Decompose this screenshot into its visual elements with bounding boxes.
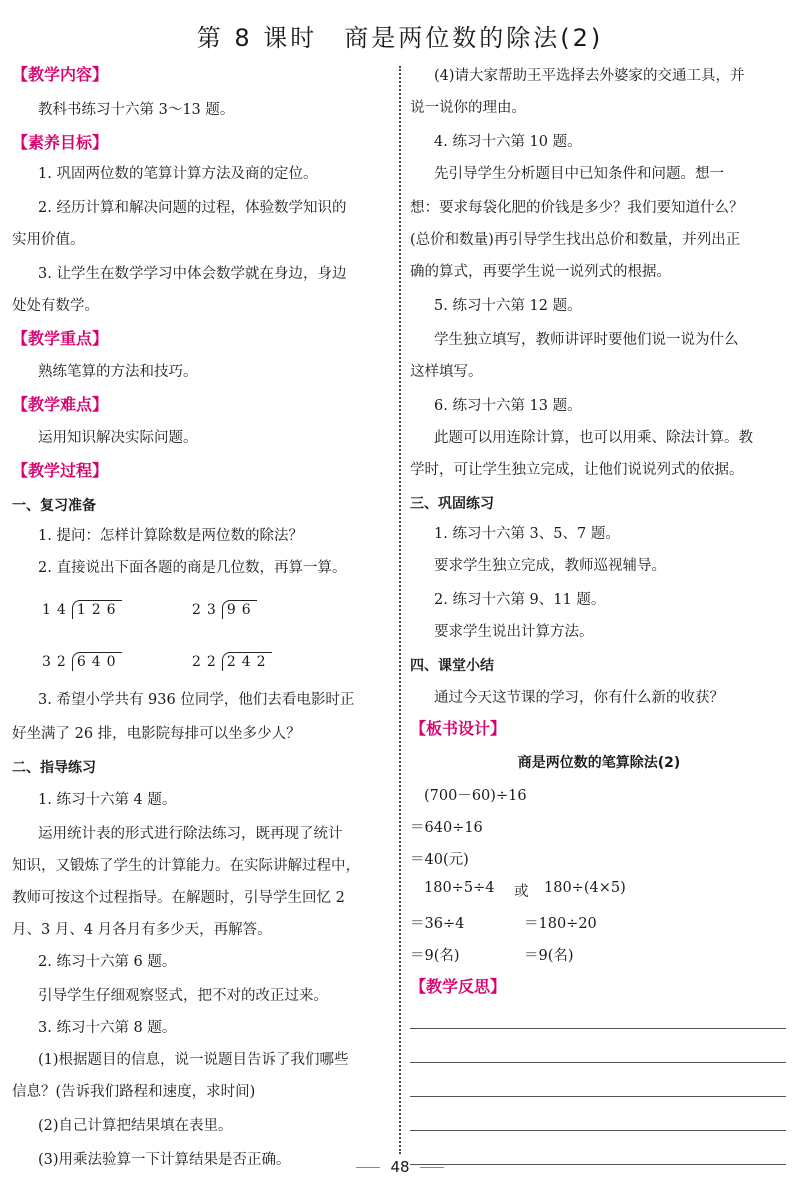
consolidation-item-1: 1. 练习十六第 3、5、7 题。: [434, 526, 620, 542]
paragraph-line: 学时，可让学生独立完成，让他们说说列式的依据。: [410, 462, 744, 478]
paragraph-line: 说一说你的理由。: [410, 100, 526, 116]
dividend: 96: [222, 600, 257, 619]
paragraph-line: 学生独立填写，教师讲评时要他们说一说为什么: [434, 332, 739, 348]
board-line: ＝40(元): [410, 852, 469, 868]
board-title: 商是两位数的笔算除法(2): [517, 755, 681, 771]
paragraph-line: 想：要求每袋化肥的价钱是多少？我们要知道什么？: [410, 200, 744, 216]
paragraph-line: 这样填写。: [410, 364, 483, 380]
column-divider: [399, 66, 401, 1154]
board-line: 180÷(4×5): [544, 880, 626, 896]
dividend: 126: [72, 600, 122, 619]
paragraph-line: 要求学生说出计算方法。: [434, 624, 594, 640]
board-line: ＝36÷4: [410, 916, 465, 932]
heading-goals: 【素养目标】: [12, 133, 109, 152]
practice-item-6: 6. 练习十六第 13 题。: [434, 398, 582, 414]
paragraph-line: 要求学生独立完成，教师巡视辅导。: [434, 558, 666, 574]
goal-1: 1. 巩固两位数的笔算计算方法及商的定位。: [38, 166, 318, 182]
division-problem: [42, 652, 122, 672]
paragraph-line: 知识，又锻炼了学生的计算能力。在实际讲解过程中，: [12, 858, 360, 874]
page-footer: [0, 1158, 800, 1176]
dividend: 640: [72, 652, 122, 671]
review-item-1: 1. 提问：怎样计算除数是两位数的除法？: [38, 528, 303, 544]
board-line: ＝9(名): [524, 948, 574, 964]
footer-dash: [420, 1167, 444, 1168]
key-text: 熟练笔算的方法和技巧。: [38, 364, 198, 380]
divisor: 22: [192, 654, 222, 670]
heading-difficulties: 【教学难点】: [12, 395, 109, 414]
heading-board-design: 【板书设计】: [410, 719, 507, 738]
page-title: 第 8 课时 商是两位数的除法(2): [196, 24, 604, 52]
board-line: (700－60)÷16: [424, 788, 527, 804]
paragraph-line: 引导学生仔细观察竖式，把不对的改正过来。: [38, 988, 328, 1004]
paragraph-line: 确的算式，再要学生说一说列式的根据。: [410, 264, 671, 280]
section-review: 一、复习准备: [12, 498, 96, 514]
consolidation-item-2: 2. 练习十六第 9、11 题。: [434, 592, 606, 608]
practice-item-3: 3. 练习十六第 8 题。: [38, 1020, 177, 1036]
board-line: ＝9(名): [410, 948, 460, 964]
division-problem: [42, 600, 122, 620]
division-problem: [192, 652, 272, 672]
division-problem: [192, 600, 257, 620]
paragraph-line: (4)请大家帮助王平选择去外婆家的交通工具，并: [434, 68, 745, 84]
section-consolidation: 三、巩固练习: [410, 496, 494, 512]
divisor: 32: [42, 654, 72, 670]
writing-line: [410, 1062, 786, 1063]
review-item-2: 2. 直接说出下面各题的商是几位数，再算一算。: [38, 560, 347, 576]
paragraph-line: 先引导学生分析题目中已知条件和问题。想一: [434, 166, 724, 182]
board-or: 或: [514, 884, 529, 900]
practice-item-2: 2. 练习十六第 6 题。: [38, 954, 177, 970]
writing-line: [410, 1130, 786, 1131]
paragraph-line: 信息？(告诉我们路程和速度，求时间): [12, 1084, 256, 1100]
heading-reflection: 【教学反思】: [410, 977, 507, 996]
goal-2a: 2. 经历计算和解决问题的过程，体验数学知识的: [38, 200, 347, 216]
difficulty-text: 运用知识解决实际问题。: [38, 430, 198, 446]
paragraph-line: (总价和数量)再引导学生找出总价和数量，并列出正: [410, 232, 741, 248]
paragraph-line: 此题可以用连除计算，也可以用乘、除法计算。教: [434, 430, 753, 446]
board-line: ＝180÷20: [524, 916, 597, 932]
summary-text: 通过今天这节课的学习，你有什么新的收获？: [434, 690, 724, 706]
board-line: 180÷5÷4: [424, 880, 495, 896]
page-number: 48: [390, 1158, 410, 1176]
heading-process: 【教学过程】: [12, 461, 109, 480]
writing-line: [410, 1096, 786, 1097]
paragraph-line: 月、3 月、4 月各月有多少天，再解答。: [12, 922, 272, 938]
footer-dash: [356, 1167, 380, 1168]
divisor: 23: [192, 602, 222, 618]
divisor: 14: [42, 602, 72, 618]
practice-item-1: 1. 练习十六第 4 题。: [38, 792, 177, 808]
paragraph-line: 教师可按这个过程指导。在解题时，引导学生回忆 2: [12, 890, 345, 906]
goal-2b: 实用价值。: [12, 232, 85, 248]
section-guided-practice: 二、指导练习: [12, 760, 96, 776]
review-item-3a: 3. 希望小学共有 936 位同学，他们去看电影时正: [38, 692, 355, 708]
practice-item-4: 4. 练习十六第 10 题。: [434, 134, 582, 150]
dividend: 242: [222, 652, 272, 671]
practice-item-5: 5. 练习十六第 12 题。: [434, 298, 582, 314]
paragraph-line: 运用统计表的形式进行除法练习，既再现了统计: [38, 826, 343, 842]
review-item-3b: 好坐满了 26 排，电影院每排可以坐多少人？: [12, 726, 301, 742]
goal-3a: 3. 让学生在数学学习中体会数学就在身边，身边: [38, 266, 347, 282]
paragraph-line: (2)自己计算把结果填在表里。: [38, 1118, 233, 1134]
section-summary: 四、课堂小结: [410, 658, 494, 674]
goal-3b: 处处有数学。: [12, 298, 99, 314]
heading-key-points: 【教学重点】: [12, 329, 109, 348]
heading-teaching-content: 【教学内容】: [12, 65, 109, 84]
content-text: 教科书练习十六第 3～13 题。: [38, 102, 235, 118]
board-line: ＝640÷16: [410, 820, 483, 836]
writing-line: [410, 1028, 786, 1029]
paragraph-line: (3)用乘法验算一下计算结果是否正确。: [38, 1152, 291, 1168]
paragraph-line: (1)根据题目的信息，说一说题目告诉了我们哪些: [38, 1052, 349, 1068]
